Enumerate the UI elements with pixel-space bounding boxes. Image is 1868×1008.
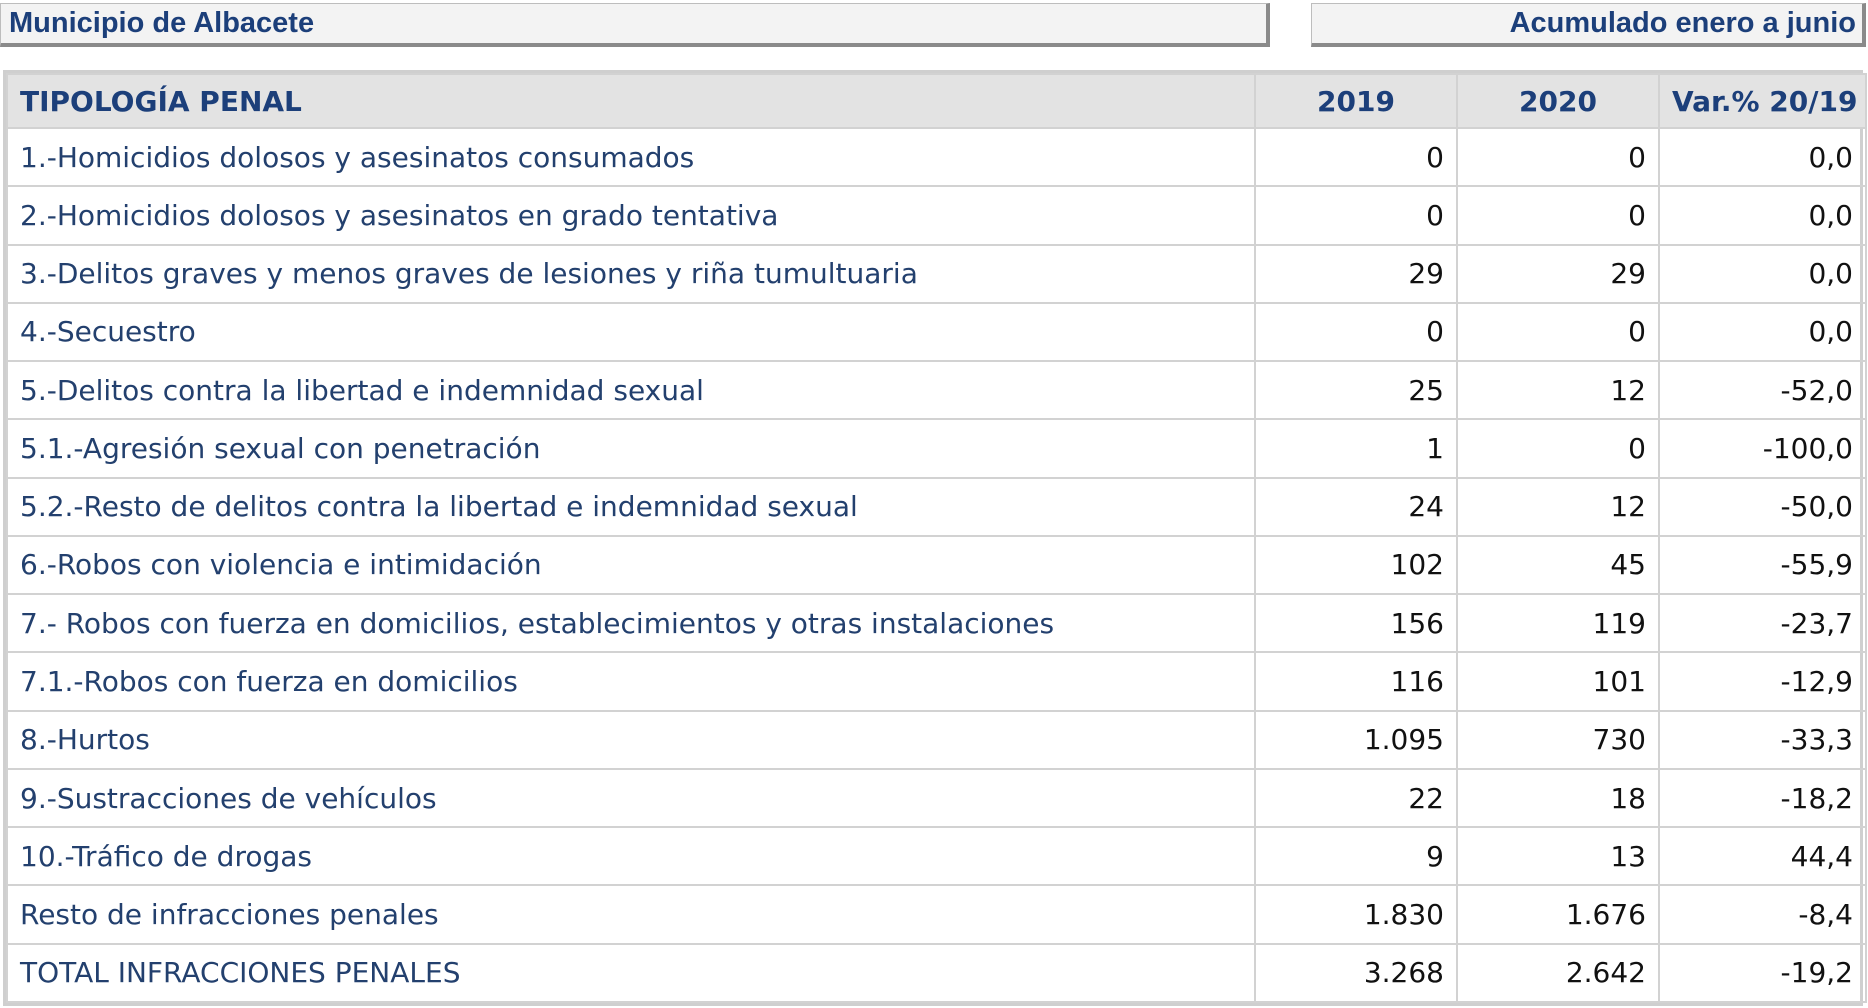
value-variation: -50,0 [1659,478,1866,536]
table-row [7,885,1866,943]
value-variation: -18,2 [1659,769,1866,827]
value-variation: 44,4 [1659,827,1866,885]
value-variation: 0,0 [1659,303,1866,361]
value-2019: 22 [1255,769,1457,827]
value-2019: 1.095 [1255,711,1457,769]
row-label: 5.-Delitos contra la libertad e indemnidad sexual [7,361,1255,419]
value-variation: -52,0 [1659,361,1866,419]
row-label: 5.2.-Resto de delitos contra la libertad e indemnidad sexual [7,478,1255,536]
value-variation: -33,3 [1659,711,1866,769]
value-variation: 0,0 [1659,128,1866,186]
value-2020: 18 [1457,769,1659,827]
value-2020: 2.642 [1457,944,1659,1002]
value-2019: 0 [1255,186,1457,244]
table-row [7,536,1866,594]
value-variation: -19,2 [1659,944,1866,1002]
value-2019: 1.830 [1255,885,1457,943]
table-row [7,769,1866,827]
column-header-tipologia: TIPOLOGÍA PENAL [7,74,1255,128]
table-row [7,652,1866,710]
row-label: 7.1.-Robos con fuerza en domicilios [7,652,1255,710]
table-header-row [7,74,1866,128]
period-label [1311,3,1866,47]
value-2019: 156 [1255,594,1457,652]
row-label: 4.-Secuestro [7,303,1255,361]
value-2019: 102 [1255,536,1457,594]
value-2020: 45 [1457,536,1659,594]
column-header-2020: 2020 [1457,74,1659,128]
value-2020: 12 [1457,478,1659,536]
table-row [7,711,1866,769]
value-2020: 1.676 [1457,885,1659,943]
value-2020: 119 [1457,594,1659,652]
table-row-total [7,944,1866,1002]
column-header-2019: 2019 [1255,74,1457,128]
value-variation: 0,0 [1659,186,1866,244]
period-label-text: Acumulado enero a junio [1509,7,1856,39]
column-header-variation: Var.% 20/19 [1659,74,1866,128]
row-label: 7.- Robos con fuerza en domicilios, establecimientos y otras instalaciones [7,594,1255,652]
municipality-title [0,3,1270,47]
table-row [7,827,1866,885]
table-row [7,419,1866,477]
table-row [7,128,1866,186]
value-2020: 0 [1457,303,1659,361]
value-2019: 25 [1255,361,1457,419]
value-2020: 13 [1457,827,1659,885]
value-2019: 29 [1255,245,1457,303]
value-2019: 3.268 [1255,944,1457,1002]
value-2019: 9 [1255,827,1457,885]
value-variation: -8,4 [1659,885,1866,943]
row-label: 8.-Hurtos [7,711,1255,769]
crime-statistics-table [6,73,1867,1003]
value-2020: 0 [1457,186,1659,244]
value-2020: 101 [1457,652,1659,710]
municipality-title-text: Municipio de Albacete [9,7,315,39]
row-label: 6.-Robos con violencia e intimidación [7,536,1255,594]
row-label: 3.-Delitos graves y menos graves de lesiones y riña tumultuaria [7,245,1255,303]
table-row [7,478,1866,536]
value-2019: 0 [1255,128,1457,186]
value-2019: 1 [1255,419,1457,477]
value-variation: -55,9 [1659,536,1866,594]
row-label: 1.-Homicidios dolosos y asesinatos consumados [7,128,1255,186]
value-variation: -100,0 [1659,419,1866,477]
row-label: TOTAL INFRACCIONES PENALES [7,944,1255,1002]
row-label: Resto de infracciones penales [7,885,1255,943]
table-row [7,186,1866,244]
row-label: 2.-Homicidios dolosos y asesinatos en grado tentativa [7,186,1255,244]
crime-table-container [3,70,1863,1006]
value-2020: 29 [1457,245,1659,303]
row-label: 10.-Tráfico de drogas [7,827,1255,885]
value-2019: 116 [1255,652,1457,710]
value-2020: 0 [1457,128,1659,186]
value-2019: 0 [1255,303,1457,361]
value-variation: -23,7 [1659,594,1866,652]
row-label: 9.-Sustracciones de vehículos [7,769,1255,827]
value-2020: 0 [1457,419,1659,477]
table-row [7,361,1866,419]
table-row [7,594,1866,652]
table-row [7,245,1866,303]
value-variation: 0,0 [1659,245,1866,303]
table-row [7,303,1866,361]
value-2020: 730 [1457,711,1659,769]
value-variation: -12,9 [1659,652,1866,710]
value-2020: 12 [1457,361,1659,419]
row-label: 5.1.-Agresión sexual con penetración [7,419,1255,477]
value-2019: 24 [1255,478,1457,536]
